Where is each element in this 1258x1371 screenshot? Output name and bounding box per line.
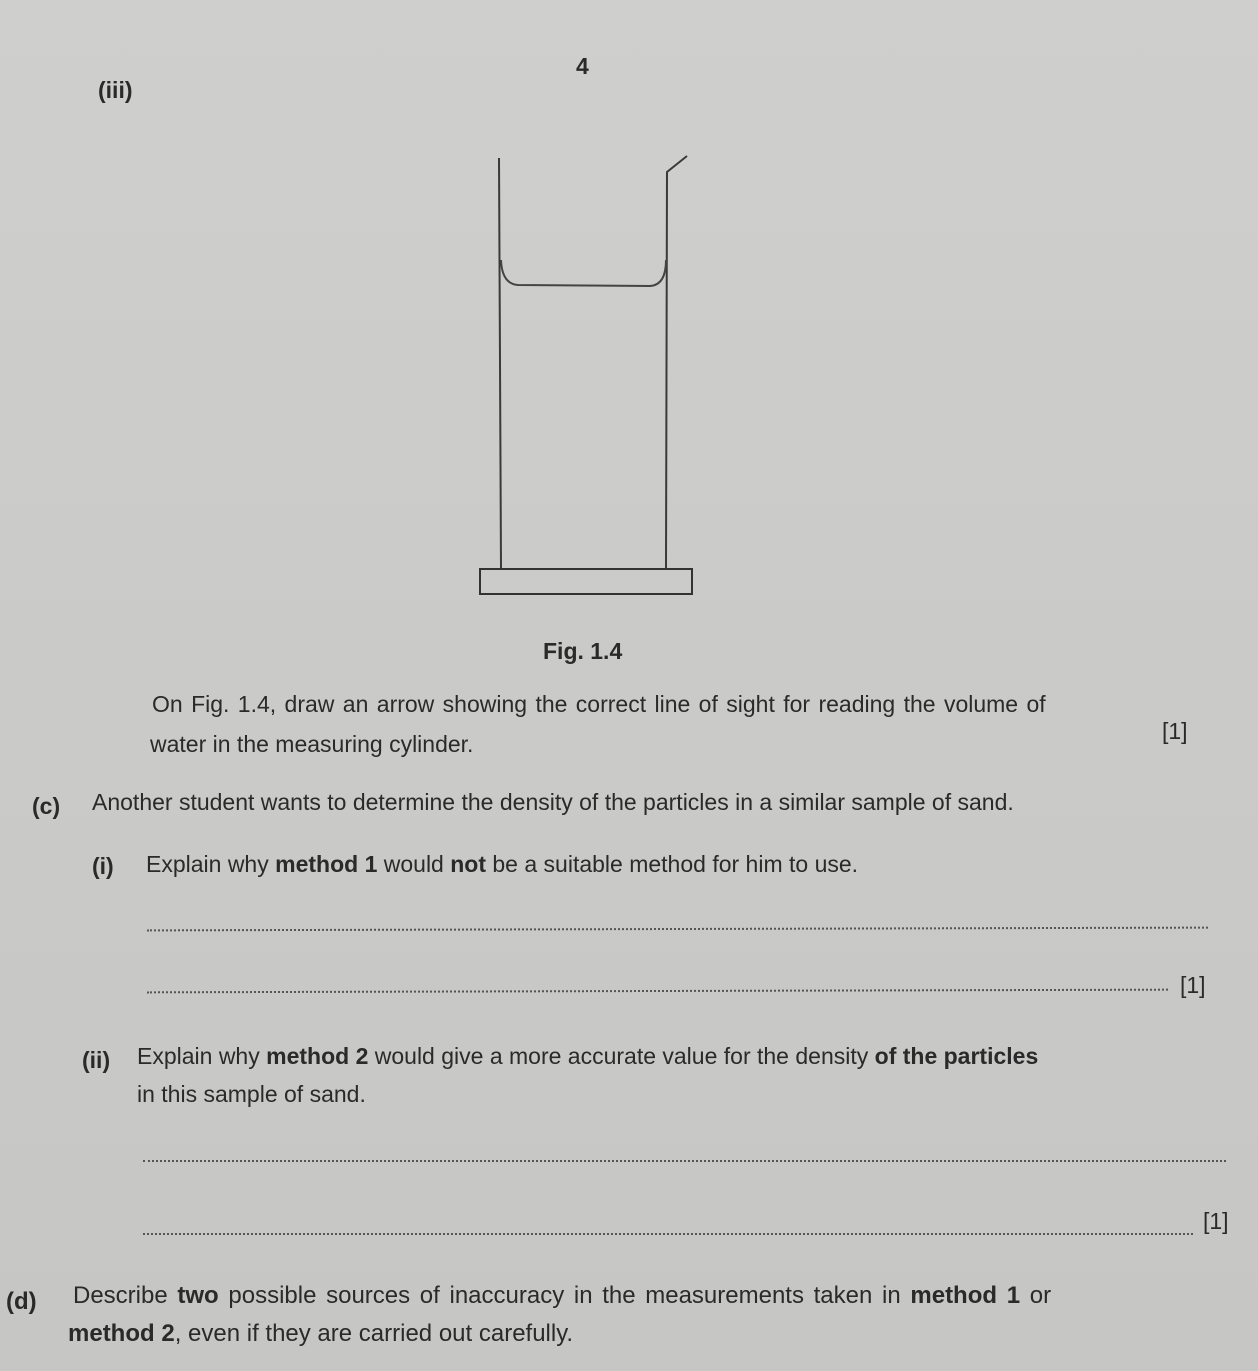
part-c-ii-label: (ii) [82,1047,111,1073]
part-c-ii-question [137,1042,1038,1070]
part-iii-instruction-line1: On Fig. 1.4, draw an arrow showing the correct line of sight for reading the volume of [152,691,1046,717]
part-c-i-text-c: be a suitable method for him to use. [486,851,859,877]
part-c-i-text-b: would [377,851,451,877]
part-c-i-bold-a: method 1 [275,851,378,877]
part-c-ii-marks: [1] [1203,1208,1229,1234]
part-d-bold-c: method 2 [68,1320,175,1347]
part-d-bold-b: method 1 [910,1282,1021,1309]
part-c-i-bold-b: not [450,851,486,877]
part-iii-marks: [1] [1162,718,1188,744]
part-c-ii-bold-a: method 2 [266,1043,369,1069]
part-c-i-question [146,850,858,878]
part-iii-instruction-line2: water in the measuring cylinder. [150,731,474,757]
answer-line-c-ii-2[interactable] [143,1233,1193,1235]
part-c-ii-bold-b: of the particles [874,1043,1039,1069]
water-meniscus [501,260,666,286]
part-c-label: (c) [32,793,61,819]
part-c-ii-line2: in this sample of sand. [137,1081,366,1107]
part-d-text-d: , even if they are carried out carefully. [174,1320,574,1347]
part-c-i-text-a: Explain why [146,851,276,877]
part-d-line2 [68,1320,573,1348]
part-c-i-label: (i) [92,853,114,879]
cylinder-right-wall [666,156,687,568]
part-d-line1 [73,1282,1051,1310]
part-c-i-marks: [1] [1180,972,1206,998]
cylinder-base [480,569,692,594]
figure-caption: Fig. 1.4 [543,638,623,664]
measuring-cylinder [480,156,692,594]
part-c-ii-text-a: Explain why [137,1043,267,1069]
part-c-ii-text-b: would give a more accurate value for the density [368,1043,875,1069]
part-iii-label: (iii) [98,77,133,103]
answer-line-c-ii-1[interactable] [143,1160,1226,1162]
part-d-label: (d) [6,1288,37,1315]
part-d-text-a: Describe [73,1282,178,1309]
cylinder-left-wall [499,158,501,568]
answer-line-c-i-1[interactable] [147,927,1208,932]
page-number: 4 [576,53,589,79]
part-c-text: Another student wants to determine the density of the particles in a similar sample of sand. [92,789,1014,815]
answer-line-c-i-2[interactable] [147,989,1168,994]
part-d-text-c: or [1020,1282,1052,1309]
measuring-cylinder-figure [0,0,1258,620]
part-d-bold-a: two [177,1282,219,1309]
part-d-text-b: possible sources of inaccuracy in the measurements taken in [218,1282,911,1309]
